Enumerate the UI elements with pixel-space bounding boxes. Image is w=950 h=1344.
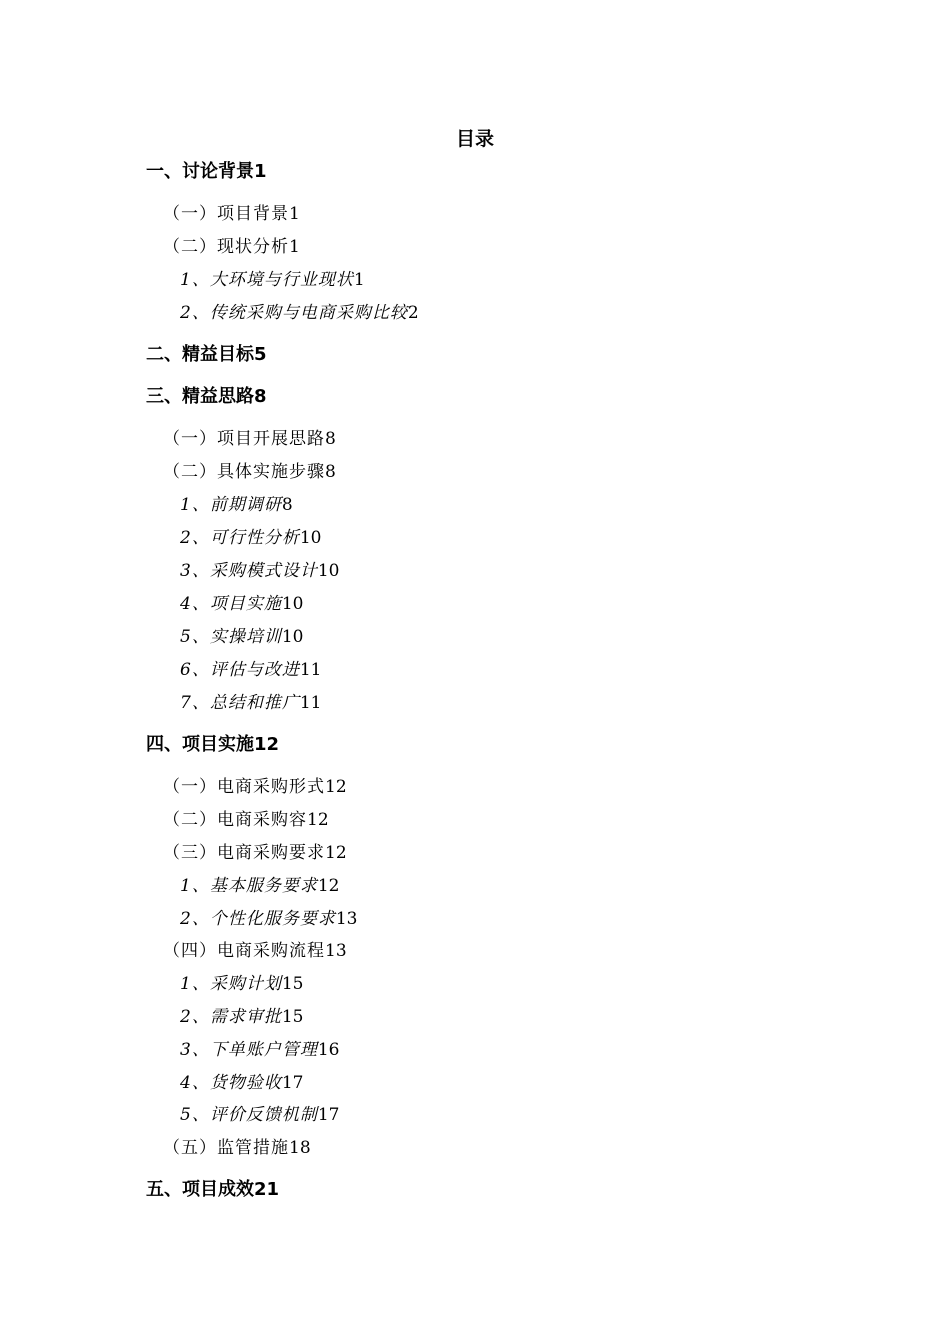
toc-entry[interactable] [180, 1002, 303, 1027]
toc-entry-page: 11 [299, 660, 322, 680]
toc-entry-text: 1、前期调研 [180, 495, 282, 515]
toc-entry[interactable] [180, 298, 419, 323]
toc-entry-page: 12 [325, 777, 347, 797]
toc-entry[interactable] [180, 688, 321, 713]
toc-entry[interactable] [146, 382, 267, 408]
toc-entry-text: 五、项目成效 [146, 1179, 254, 1200]
toc-entry-text: 6、评估与改进 [180, 660, 300, 680]
toc-entry[interactable] [180, 265, 365, 290]
toc-entry-text: 一、讨论背景 [146, 161, 254, 182]
toc-entry-page: 8 [325, 462, 336, 482]
toc-entry[interactable] [180, 523, 321, 548]
toc-entry-text: （二）具体实施步骤 [163, 462, 325, 482]
toc-entry-page: 18 [289, 1138, 311, 1158]
toc-entry-page: 11 [299, 693, 322, 713]
toc-entry-text: 1、采购计划 [180, 974, 282, 994]
toc-entry-page: 10 [281, 594, 304, 614]
toc-entry-text: （一）项目开展思路 [163, 429, 325, 449]
toc-entry-page: 2 [407, 303, 419, 323]
toc-entry-text: （一）项目背景 [163, 204, 289, 224]
toc-entry-text: 三、精益思路 [146, 386, 254, 407]
toc-title: 目录 [455, 128, 494, 150]
toc-entry[interactable] [180, 1100, 339, 1125]
toc-entry-text: 1、大环境与行业现状 [180, 270, 354, 290]
toc-entry[interactable] [180, 1035, 339, 1060]
toc-entry-text: 3、采购模式设计 [180, 561, 318, 581]
toc-entry[interactable] [163, 424, 336, 449]
toc-entry-text: 5、评价反馈机制 [180, 1105, 318, 1125]
toc-entry-page: 15 [281, 1007, 304, 1027]
toc-entry-page: 15 [281, 974, 304, 994]
toc-entry-page: 12 [325, 843, 347, 863]
toc-entry[interactable] [180, 589, 303, 614]
toc-entry-page: 1 [289, 204, 300, 224]
toc-entry[interactable] [180, 1068, 303, 1093]
toc-entry-text: 4、货物验收 [180, 1073, 282, 1093]
toc-entry[interactable] [163, 772, 347, 797]
toc-entry-text: （二）现状分析 [163, 237, 289, 257]
toc-entry-page: 17 [281, 1073, 304, 1093]
toc-entry-text: （三）电商采购要求 [163, 843, 325, 863]
toc-entry[interactable] [146, 730, 279, 756]
toc-entry-page: 10 [281, 627, 304, 647]
toc-entry-text: （四）电商采购流程 [163, 941, 325, 961]
toc-entry[interactable] [180, 871, 339, 896]
toc-entry[interactable] [163, 838, 347, 863]
toc-entry-page: 12 [317, 876, 340, 896]
toc-entry-text: 7、总结和推广 [180, 693, 300, 713]
toc-entry-text: （五）监管措施 [163, 1138, 289, 1158]
toc-entry-page: 1 [353, 270, 365, 290]
toc-entry-text: 2、传统采购与电商采购比较 [180, 303, 408, 323]
toc-entry[interactable] [163, 457, 336, 482]
toc-entry-page: 8 [325, 429, 336, 449]
toc-entry[interactable] [180, 622, 303, 647]
toc-entry-page: 1 [289, 237, 300, 257]
toc-entry-page: 1 [254, 161, 267, 182]
toc-entry[interactable] [163, 199, 300, 224]
toc-entry-page: 10 [317, 561, 340, 581]
toc-entry[interactable] [180, 904, 357, 929]
toc-entry-page: 8 [281, 495, 293, 515]
toc-entry[interactable] [180, 655, 321, 680]
toc-entry-text: 4、项目实施 [180, 594, 282, 614]
toc-entry-text: 5、实操培训 [180, 627, 282, 647]
toc-entry-text: （二）电商采购容 [163, 810, 307, 830]
toc-entry-page: 8 [254, 386, 267, 407]
toc-entry[interactable] [163, 936, 347, 961]
toc-entry-page: 5 [254, 344, 267, 365]
toc-entry-page: 13 [325, 941, 347, 961]
toc-entry-page: 16 [317, 1040, 340, 1060]
toc-entry-page: 12 [254, 734, 280, 755]
toc-entry-text: 3、下单账户管理 [180, 1040, 318, 1060]
toc-entry[interactable] [180, 556, 339, 581]
toc-entry-text: 1、基本服务要求 [180, 876, 318, 896]
toc-entry-text: 2、需求审批 [180, 1007, 282, 1027]
toc-entry-text: 2、个性化服务要求 [180, 909, 336, 929]
toc-entry[interactable] [180, 490, 293, 515]
toc-entry-text: 四、项目实施 [146, 734, 254, 755]
toc-entry-page: 10 [299, 528, 322, 548]
toc-entry-page: 13 [335, 909, 358, 929]
toc-entry-text: 2、可行性分析 [180, 528, 300, 548]
toc-entry[interactable] [180, 969, 303, 994]
toc-entry[interactable] [163, 232, 300, 257]
toc-entry-page: 12 [307, 810, 329, 830]
toc-entry[interactable] [146, 1175, 279, 1201]
toc-entry[interactable] [163, 1133, 311, 1158]
toc-entry-text: 二、精益目标 [146, 344, 254, 365]
toc-entry-page: 21 [254, 1179, 280, 1200]
toc-entry[interactable] [146, 340, 267, 366]
toc-entry-text: （一）电商采购形式 [163, 777, 325, 797]
toc-entry[interactable] [163, 805, 329, 830]
toc-entry[interactable] [146, 157, 267, 183]
toc-entry-page: 17 [317, 1105, 340, 1125]
